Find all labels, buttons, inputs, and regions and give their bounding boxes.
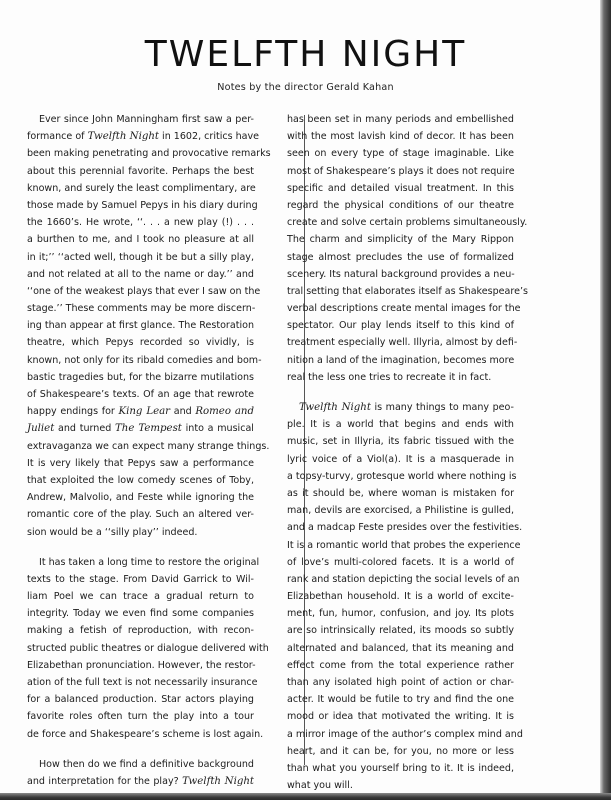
text-run: has been set in many periods and embellished: [287, 114, 514, 125]
text-run: and interpretation for the play?: [27, 775, 183, 787]
text-line: [27, 231, 254, 248]
text-line: [287, 334, 518, 351]
text-line: [27, 214, 254, 231]
italic-title: Juliet: [27, 423, 55, 435]
text-run: a burthen to me, and I took no pleasure at all: [27, 234, 254, 246]
text-line: [27, 708, 254, 725]
text-run: real the less one tries to recreate it in fact.: [287, 371, 492, 383]
text-line: [287, 571, 520, 588]
text-run: It is very likely that Pepys saw a performance: [27, 457, 254, 469]
text-line: [287, 657, 514, 674]
text-run: ing than appear at first glance. The Restoration: [27, 320, 254, 332]
text-line: [27, 571, 254, 588]
italic-title: Twelfth Night: [87, 131, 160, 143]
text-run: nition a land of the imagination, becomes more: [287, 354, 515, 366]
text-run: most of Shakespeare’s plays it does not require: [287, 165, 515, 177]
text-line: [287, 214, 528, 231]
paragraph: [27, 111, 271, 541]
text-line: [287, 128, 514, 145]
text-line: [287, 197, 514, 214]
paragraph-gap: [27, 541, 254, 554]
paragraph: [287, 399, 523, 794]
text-line: [27, 455, 254, 472]
text-line: [27, 111, 254, 128]
text-line: [287, 317, 514, 334]
text-line: [287, 691, 514, 708]
text-run: texts to the stage. From David Garrick to Wil-: [27, 573, 254, 585]
text-line: [287, 399, 514, 416]
text-run: favorite roles often turn the play into a tour: [27, 711, 254, 723]
text-line: [27, 691, 254, 708]
text-run: regard the physical conditions of our theatre: [287, 199, 514, 211]
text-run: with the most lavish kind of decor. It has been: [287, 131, 514, 143]
text-line: [287, 416, 514, 433]
text-run: ment, fun, humor, confusion, and joy. Its plots: [287, 608, 514, 620]
paragraph-gap: [27, 743, 254, 756]
text-line: [27, 605, 254, 622]
text-line: [27, 386, 254, 403]
text-line: [27, 403, 254, 420]
text-run: effect come from the total experience rather: [287, 659, 514, 671]
text-run: de force and Shakespeare’s scheme is lost again.: [27, 728, 264, 740]
text-run: acter. It would be futile to try and find the one: [287, 694, 514, 706]
text-run: a topsy-turvy, grotesque world where nothing is: [287, 470, 517, 482]
text-run: what you will.: [287, 780, 353, 792]
text-line: [27, 674, 258, 691]
text-line: [27, 334, 254, 351]
text-line: [287, 708, 514, 725]
text-run: Ever since John Manningham first saw a per-: [39, 114, 254, 125]
text-run: than any isolated high point of action or char-: [287, 677, 514, 688]
text-run: of love’s multi-colored facets. It is a world of: [287, 556, 514, 568]
text-run: and a madcap Feste presides over the festivities.: [287, 522, 523, 534]
page-bottom-edge: [0, 793, 611, 800]
text-line: [287, 519, 523, 536]
page-subtitle: Notes by the director Gerald Kahan: [217, 82, 394, 93]
text-line: [287, 433, 514, 450]
text-run: known, not only for its ribald comedies and bom-: [27, 354, 262, 366]
text-run: The charm and simplicity of the Mary Rippon: [287, 234, 514, 246]
text-line: [27, 300, 254, 317]
text-line: [287, 369, 514, 386]
text-line: [27, 554, 260, 571]
text-run: liam Poel we can trace a gradual return to: [27, 591, 254, 603]
text-run: and not related at all to the name or day.’’ and: [27, 268, 254, 280]
text-line: [27, 756, 254, 773]
text-run: Andrew, Malvolio, and Feste while ignoring the: [27, 492, 254, 504]
text-line: [27, 472, 254, 489]
text-run: as it should be, where woman is mistaken for: [287, 487, 514, 499]
left-column: [27, 111, 271, 790]
text-line: [287, 726, 523, 743]
text-run: create and solve certain problems simultaneously.: [287, 217, 528, 229]
text-run: romantic core of the play. Such an altered ver-: [27, 509, 254, 521]
text-line: [287, 554, 514, 571]
text-line: [287, 300, 521, 317]
italic-title: Twelfth Night: [182, 775, 255, 787]
text-run: verbal descriptions create mental images for the: [287, 303, 521, 315]
text-line: [27, 773, 254, 790]
text-run: alternated and balanced, that its meaning and: [287, 642, 514, 654]
text-run: extravaganza we can expect many strange things.: [27, 440, 270, 452]
text-line: [27, 266, 254, 283]
text-line: [27, 163, 254, 180]
text-line: [287, 674, 514, 691]
text-run: are so intrinsically related, its moods so subtly: [287, 625, 514, 637]
page-edge-shadow: [600, 0, 611, 800]
text-line: [287, 283, 528, 300]
text-run: structed public theatres or dialogue delivered with: [27, 642, 269, 654]
text-line: [287, 760, 514, 777]
page-title: TWELFTH NIGHT: [144, 34, 467, 75]
text-line: [287, 502, 514, 519]
text-run: scenery. Its natural background provides a neu-: [287, 268, 515, 280]
text-run: ation of the full text is not necessarily insurance: [27, 677, 258, 688]
text-run: ple. It is a world that begins and ends with: [287, 419, 514, 431]
paragraph: [287, 111, 528, 386]
text-line: [27, 657, 254, 674]
text-line: [287, 743, 514, 760]
text-line: [287, 640, 514, 657]
italic-title: King Lear: [118, 406, 171, 418]
text-line: [27, 317, 254, 334]
paragraph: [27, 756, 254, 790]
text-run: mood or idea that motivated the writing. It is: [287, 711, 514, 723]
text-run: about this perennial favorite. Perhaps the best: [27, 165, 254, 177]
text-line: [27, 283, 261, 300]
text-run: Elizabethan household. It is a world of excite-: [287, 591, 514, 603]
text-run: and: [170, 406, 196, 418]
text-run: of Shakespeare’s texts. Of an age that rewrote: [27, 389, 254, 400]
text-run: heart, and it can be, for you, no more or less: [287, 745, 514, 757]
text-run: those made by Samuel Pepys in his diary during: [27, 199, 258, 211]
text-run: stage almost precludes the use of formalized: [287, 251, 514, 263]
text-run: It is a romantic world that probes the experience: [287, 539, 521, 551]
text-line: [27, 197, 258, 214]
text-run: known, and surely the least complimentary, are: [27, 182, 256, 194]
text-run: the 1660’s. He wrote, ‘‘. . . a new play (!) . . .: [27, 217, 254, 229]
text-run: specific and detailed visual treatment. In this: [287, 182, 514, 194]
text-line: [287, 231, 514, 248]
text-line: [287, 352, 514, 369]
paragraph-gap: [287, 386, 514, 399]
text-run: for a balanced production. Star actors playing: [27, 694, 254, 706]
text-run: formance of: [27, 131, 88, 143]
text-line: [287, 163, 514, 180]
italic-title: Twelfth Night: [299, 402, 371, 413]
text-run: been making penetrating and provocative remarks: [27, 148, 271, 160]
text-run: making a fetish of reproduction, with recon-: [27, 625, 254, 637]
text-run: lyric voice of a Viol(a). It is a masquerade in: [287, 453, 514, 465]
text-line: [27, 622, 254, 639]
text-run: and turned: [54, 423, 115, 435]
italic-title: Romeo and: [195, 406, 254, 418]
text-line: [287, 777, 514, 794]
text-run: in 1602, critics have: [159, 131, 260, 143]
text-line: [27, 524, 254, 541]
text-line: [287, 451, 514, 468]
text-line: [287, 145, 514, 162]
text-run: music, set in Illyria, its fabric tissued with the: [287, 436, 514, 448]
text-run: in it;’’ ‘‘acted well, though it be but a silly play,: [27, 251, 254, 263]
italic-title: The Tempest: [115, 423, 182, 435]
text-line: [27, 128, 260, 145]
text-run: treatment especially well. Illyria, almost by defi-: [287, 337, 518, 349]
text-run: It has taken a long time to restore the original: [39, 556, 260, 568]
text-line: [287, 588, 514, 605]
text-run: a mirror image of the author’s complex mind and: [287, 728, 523, 740]
text-line: [287, 468, 517, 485]
paragraph: [27, 554, 269, 743]
text-run: integrity. Today we even find some companies: [27, 608, 254, 620]
text-line: [27, 180, 254, 197]
text-run: spectator. Our play lends itself to this kind of: [287, 320, 514, 332]
text-run: Elizabethan pronunciation. However, the restor-: [27, 659, 256, 671]
text-run: ‘‘one of the weakest plays that ever I saw on the: [27, 285, 261, 297]
right-column: [287, 111, 528, 794]
text-line: [27, 726, 264, 743]
text-line: [27, 145, 271, 162]
text-run: into a musical: [181, 423, 254, 435]
text-line: [27, 352, 262, 369]
text-run: rank and station depicting the social levels of an: [287, 573, 520, 585]
text-run: man, devils are exorcised, a Philistine is gulled,: [287, 505, 514, 517]
text-line: [27, 420, 254, 437]
text-run: seen on every type of stage imaginable. Like: [287, 148, 514, 160]
text-line: [27, 640, 269, 657]
text-line: [27, 438, 270, 455]
text-line: [27, 489, 254, 506]
text-line: [287, 180, 514, 197]
text-line: [287, 249, 514, 266]
text-line: [287, 111, 514, 128]
text-run: sion would be a ‘‘silly play’’ indeed.: [27, 526, 198, 538]
text-line: [287, 537, 521, 554]
text-run: than what you yourself bring to it. It is indeed,: [287, 762, 514, 774]
text-line: [287, 622, 514, 639]
text-line: [27, 369, 254, 386]
text-line: [27, 588, 254, 605]
text-run: stage.’’ These comments may be more discern-: [27, 303, 256, 315]
text-run: bastic tragedies but, for the bizarre mutilations: [27, 371, 254, 383]
text-run: that exploited the low comedy scenes of Toby,: [27, 474, 254, 486]
text-run: is many things to many peo-: [370, 402, 514, 413]
text-run: How then do we find a definitive background: [39, 758, 254, 770]
text-line: [27, 249, 254, 266]
text-run: happy endings for: [27, 406, 119, 418]
text-line: [27, 506, 254, 523]
text-run: theatre, which Pepys recorded so vividly, is: [27, 337, 254, 349]
text-run: tral setting that elaborates itself as Shakespeare’s: [287, 285, 528, 297]
text-line: [287, 605, 514, 622]
text-line: [287, 266, 514, 283]
text-line: [287, 485, 514, 502]
